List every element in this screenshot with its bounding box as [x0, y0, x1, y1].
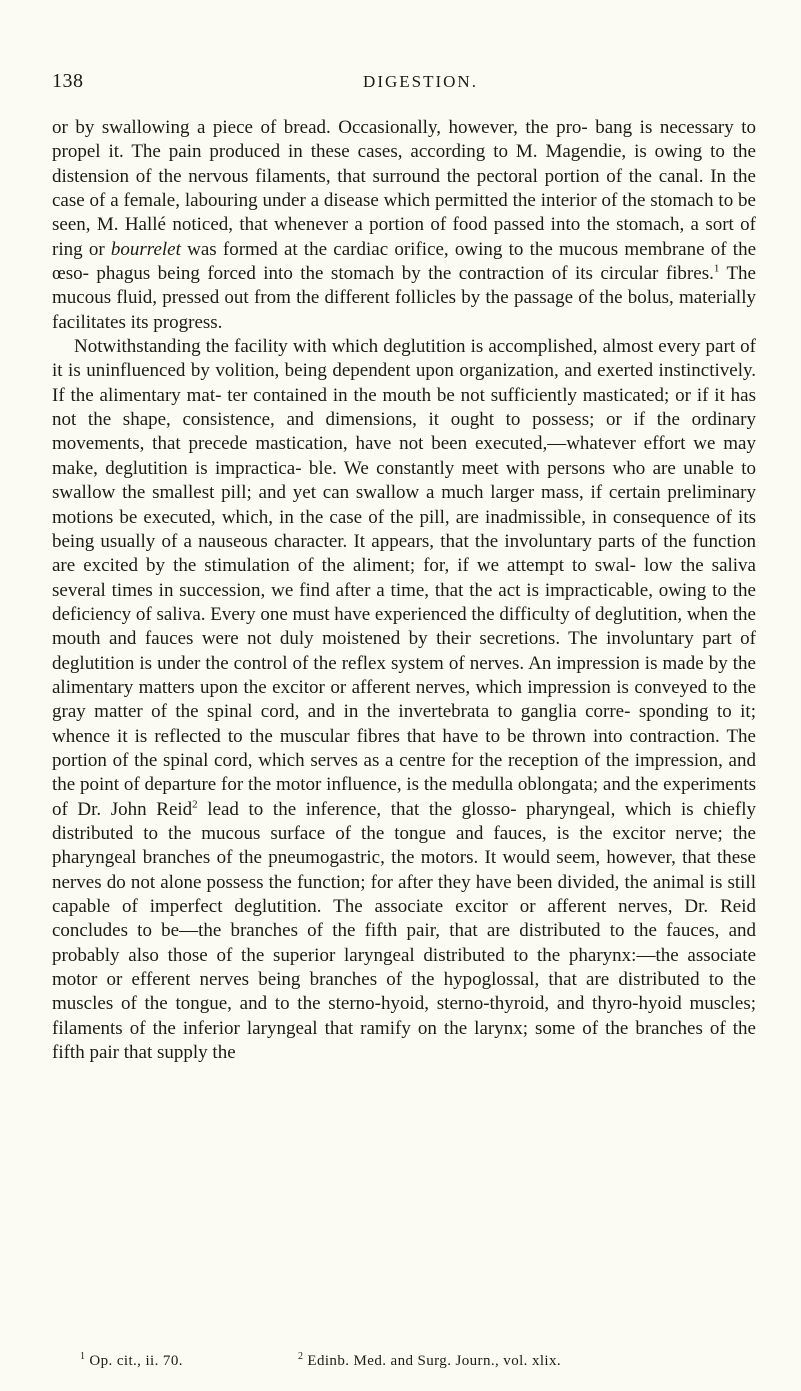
chapter-title: DIGESTION.	[363, 72, 478, 91]
footnote	[298, 1353, 561, 1370]
footnotes	[80, 1353, 756, 1370]
footnote-text: Edinb. Med. and Surg. Journ., vol. xlix.	[307, 1353, 562, 1369]
footnote-ref: 1	[713, 262, 720, 275]
footnote-mark: 2	[298, 1351, 304, 1362]
text-run: lead to the inference, that the glosso- pharyngeal, which is chiefly distributed to the mucous surface of the tongue and fauces, is the excitor nerve; the pharyngeal branches of the pneumogastric, the motors. It would seem, however, that these nerves do not alone possess the function; for after they have been divided, the animal is still capable of imperfect deglutition. The associate excitor or afferent nerves, Dr. Reid concludes to be—the branches of the fifth pair, that are distributed to the fauces, and probably also those of the superior laryngeal distributed to the pharynx:—the associate motor or efferent nerves being branches of the hypoglossal, that are distributed to the muscles of the tongue, and to the sterno-hyoid, sterno-thyroid, and thyro-hyoid muscles; filaments of the inferior laryngeal that ramify on the larynx; some of the branches of the fifth pair that supply the	[52, 798, 756, 1064]
text-run: Notwithstanding the facility with which deglutition is accomplished, almost every part of it is uninfluenced by volition, being dependent upon organization, and exerted instinctively. If the alimentary mat- ter contained in the mouth be not sufficiently masticated; or if it has not the shape, consistence, and dimensions, it ought to possess; or if the ordinary movements, that precede mastication, have not been executed,—whatever effort we may make, deglutition is impractica- ble. We constantly meet with persons who are unable to swallow the smallest pill; and yet can swallow a much larger mass, if certain preliminary motions be executed, which, in the case of the pill, are inadmissible, in consequence of its being usually of a nauseous character. It appears, that the involuntary parts of the function are excited by the stimulation of the aliment; for, if we attempt to swal- low the saliva several times in succession, we find after a time, that the act is impracticable, owing to the deficiency of saliva. Every one must have experienced the difficulty of deglutition, when the mouth and fauces were not duly moistened by their secretions. The involuntary part of deglutition is under the control of the reflex system of nerves. An impression is made by the alimentary matters upon the excitor or afferent nerves, which impression is conveyed to the gray matter of the spinal cord, and in the invertebrata to ganglia corre- sponding to it; whence it is reflected to the muscular fibres that have to be thrown into contraction. The portion of the spinal cord, which serves as a centre for the reception of the impression, and the point of departure for the motor influence, is the medulla oblongata; and the experiments of Dr. John Reid	[52, 336, 756, 820]
page-number: 138	[52, 70, 84, 92]
footnote-mark: 1	[80, 1351, 86, 1362]
footnote-ref: 2	[192, 798, 198, 811]
text-run: The mucous fluid, pressed out from the different follicles by the passage of the bolus, materially facilitates its progress.	[52, 263, 756, 333]
paragraph	[52, 335, 756, 1065]
footnote	[80, 1353, 298, 1370]
paragraph	[52, 116, 756, 335]
text-run: or by swallowing a piece of bread. Occasionally, however, the pro- bang is necessary to propel it. The pain produced in these cases, according to M. Magendie, is owing to the distension of the nervous filaments, that surround the pectoral portion of the canal. In the case of a female, labouring under a disease which permitted the interior of the stomach to be seen, M. Hallé noticed, that whenever a portion of food passed into the stomach, a sort of ring or	[52, 117, 756, 260]
italic-term: bourrelet	[110, 238, 181, 260]
body-text	[52, 116, 756, 1065]
running-head	[52, 70, 749, 96]
text-run: was formed at the cardiac orifice, owing to the mucous membrane of the œso- phagus being forced into the stomach by the contraction of its circular fibres.	[52, 238, 757, 285]
footnote-text: Op. cit., ii. 70.	[89, 1353, 183, 1369]
